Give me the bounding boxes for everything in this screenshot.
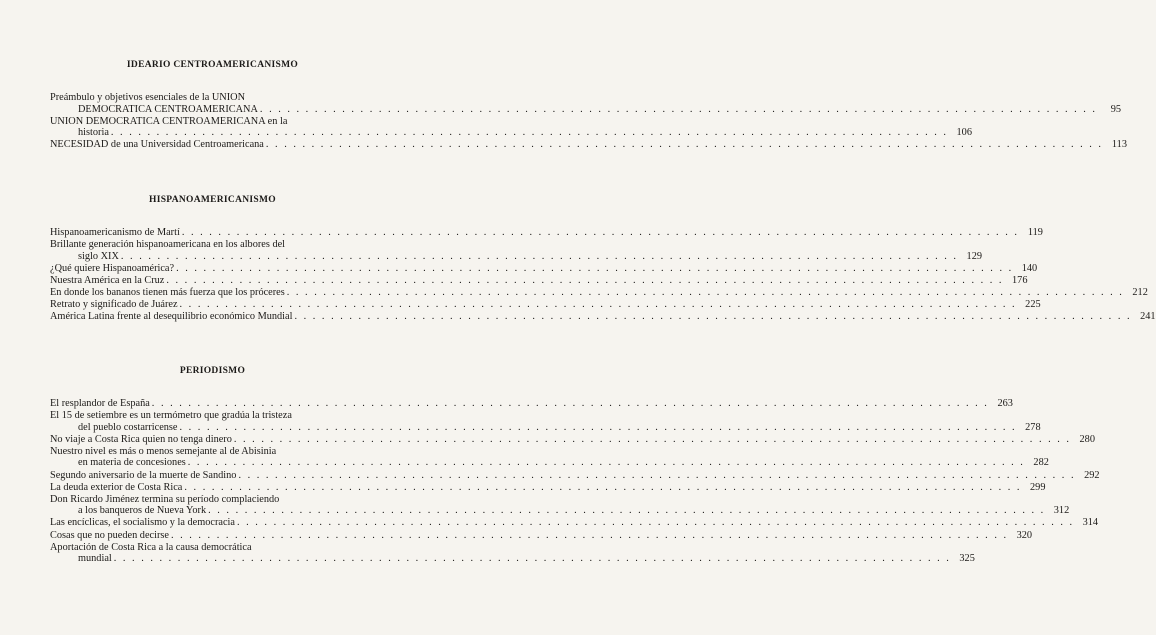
leader-dots xyxy=(112,553,951,565)
toc-entry xyxy=(50,541,975,565)
entry-text: Nuestra América en la Cruz xyxy=(50,274,165,286)
leader-dots xyxy=(174,263,1013,275)
leader-dots xyxy=(264,139,1103,151)
page-number: 119 xyxy=(1027,227,1043,238)
leader-dots xyxy=(109,127,948,139)
page-number: 95 xyxy=(1110,103,1122,115)
leader-dots xyxy=(150,398,989,410)
page-number: 212 xyxy=(1132,286,1148,298)
page-number: 140 xyxy=(1021,262,1038,274)
entry-text: En donde los bananos tienen más fuerza que los próceres xyxy=(50,286,285,298)
leader-dots xyxy=(232,434,1071,446)
toc-entry xyxy=(50,311,1156,323)
page-number: 278 xyxy=(1025,421,1041,433)
page-number: 176 xyxy=(1012,274,1028,286)
entry-text: Don Ricardo Jiménez termina su período complaciendo xyxy=(50,493,280,505)
page-number: 314 xyxy=(1082,517,1099,529)
page-number: 129 xyxy=(966,250,982,262)
toc-entry xyxy=(50,92,1122,115)
section-heading: IDEARIO CENTROAMERICANISMO xyxy=(126,60,299,70)
toc-entry xyxy=(50,410,1041,433)
entry-text: Retrato y significado de Juárez xyxy=(50,299,178,311)
entry-text: NECESIDAD de una Universidad Centroamericana xyxy=(50,139,264,151)
leader-dots xyxy=(292,311,1131,323)
entry-text: mundial xyxy=(78,553,112,565)
entry-text: La deuda exterior de Costa Rica xyxy=(50,481,183,493)
entry-text: DEMOCRATICA CENTROAMERICANA xyxy=(78,103,258,115)
entry-text: Las encíclicas, el socialismo y la democracia xyxy=(50,517,235,529)
leader-dots xyxy=(186,457,1025,469)
leader-dots xyxy=(235,517,1074,529)
page-number: 225 xyxy=(1025,299,1041,311)
entry-text: Aportación de Costa Rica a la causa democrática xyxy=(50,541,252,553)
toc-entry xyxy=(50,469,1100,482)
entry-text: ¿Qué quiere Hispanoamérica? xyxy=(50,262,175,274)
toc-entry xyxy=(50,299,1041,311)
leader-dots xyxy=(285,287,1124,299)
toc-entry xyxy=(50,529,1033,542)
entry-text: Brillante generación hispanoamericana en los albores del xyxy=(50,239,286,251)
entry-text: No viaje a Costa Rica quien no tenga dinero xyxy=(50,433,232,445)
entry-text: UNION DEMOCRATICA CENTROAMERICANA en la xyxy=(50,115,288,127)
page-number: 106 xyxy=(956,127,972,139)
leader-dots xyxy=(169,530,1008,542)
entry-text: Cosas que no pueden decirse xyxy=(50,529,169,541)
toc-entry xyxy=(50,433,1095,446)
toc-entry xyxy=(50,227,1043,239)
toc-entry xyxy=(50,481,1046,494)
page-number: 299 xyxy=(1030,481,1046,493)
entry-text: del pueblo costarricense xyxy=(78,421,178,433)
toc-entry xyxy=(50,239,982,262)
entry-text: siglo XIX xyxy=(78,250,119,262)
entry-text: El 15 de setiembre es un termómetro que gradúa la tristeza xyxy=(50,410,292,422)
page-number: 280 xyxy=(1079,433,1095,445)
entry-text: Segundo aniversario de la muerte de Sandino xyxy=(50,469,237,481)
entry-text: Hispanoamericanismo de Martí xyxy=(50,227,180,238)
section-periodismo xyxy=(50,366,1100,565)
section-ideario xyxy=(50,60,1127,151)
leader-dots xyxy=(164,275,1003,287)
page-number: 113 xyxy=(1111,139,1127,151)
page-number: 263 xyxy=(997,398,1013,409)
section-heading: HISPANOAMERICANISMO xyxy=(149,195,276,205)
entry-text: El resplandor de España xyxy=(50,398,150,409)
section-heading: PERIODISMO xyxy=(179,366,246,376)
toc-entry xyxy=(50,139,1127,151)
leader-dots xyxy=(236,470,1075,482)
toc-entry xyxy=(50,286,1148,299)
leader-dots xyxy=(206,505,1045,517)
entry-text: Preámbulo y objetivos esenciales de la UNION xyxy=(50,92,246,103)
page-number: 320 xyxy=(1016,529,1033,541)
leader-dots xyxy=(258,104,1097,116)
toc-entry xyxy=(50,445,1049,469)
leader-dots xyxy=(178,299,1017,311)
entry-text: América Latina frente al desequilibrio económico Mundial xyxy=(50,311,293,323)
page-number: 325 xyxy=(959,553,975,565)
leader-dots xyxy=(182,482,1021,494)
entry-text: Nuestro nivel es más o menos semejante al de Abisinia xyxy=(50,445,277,457)
leader-dots xyxy=(180,227,1019,239)
page-number: 282 xyxy=(1033,457,1049,469)
toc-entry xyxy=(50,115,972,139)
toc-entry xyxy=(50,274,1028,287)
page-number: 292 xyxy=(1084,469,1100,481)
toc-entry xyxy=(50,493,1070,517)
entry-text: historia xyxy=(78,127,109,139)
entry-text: a los banqueros de Nueva York xyxy=(78,505,207,517)
toc-entry xyxy=(50,262,1038,275)
toc-entry xyxy=(50,517,1099,529)
leader-dots xyxy=(178,422,1017,434)
toc-entry xyxy=(50,398,1013,410)
leader-dots xyxy=(119,251,958,263)
entry-text: en materia de concesiones xyxy=(78,457,186,469)
page-number: 241 xyxy=(1140,311,1156,323)
section-hispanoamericanismo xyxy=(50,195,1156,323)
page-number: 312 xyxy=(1053,505,1070,517)
